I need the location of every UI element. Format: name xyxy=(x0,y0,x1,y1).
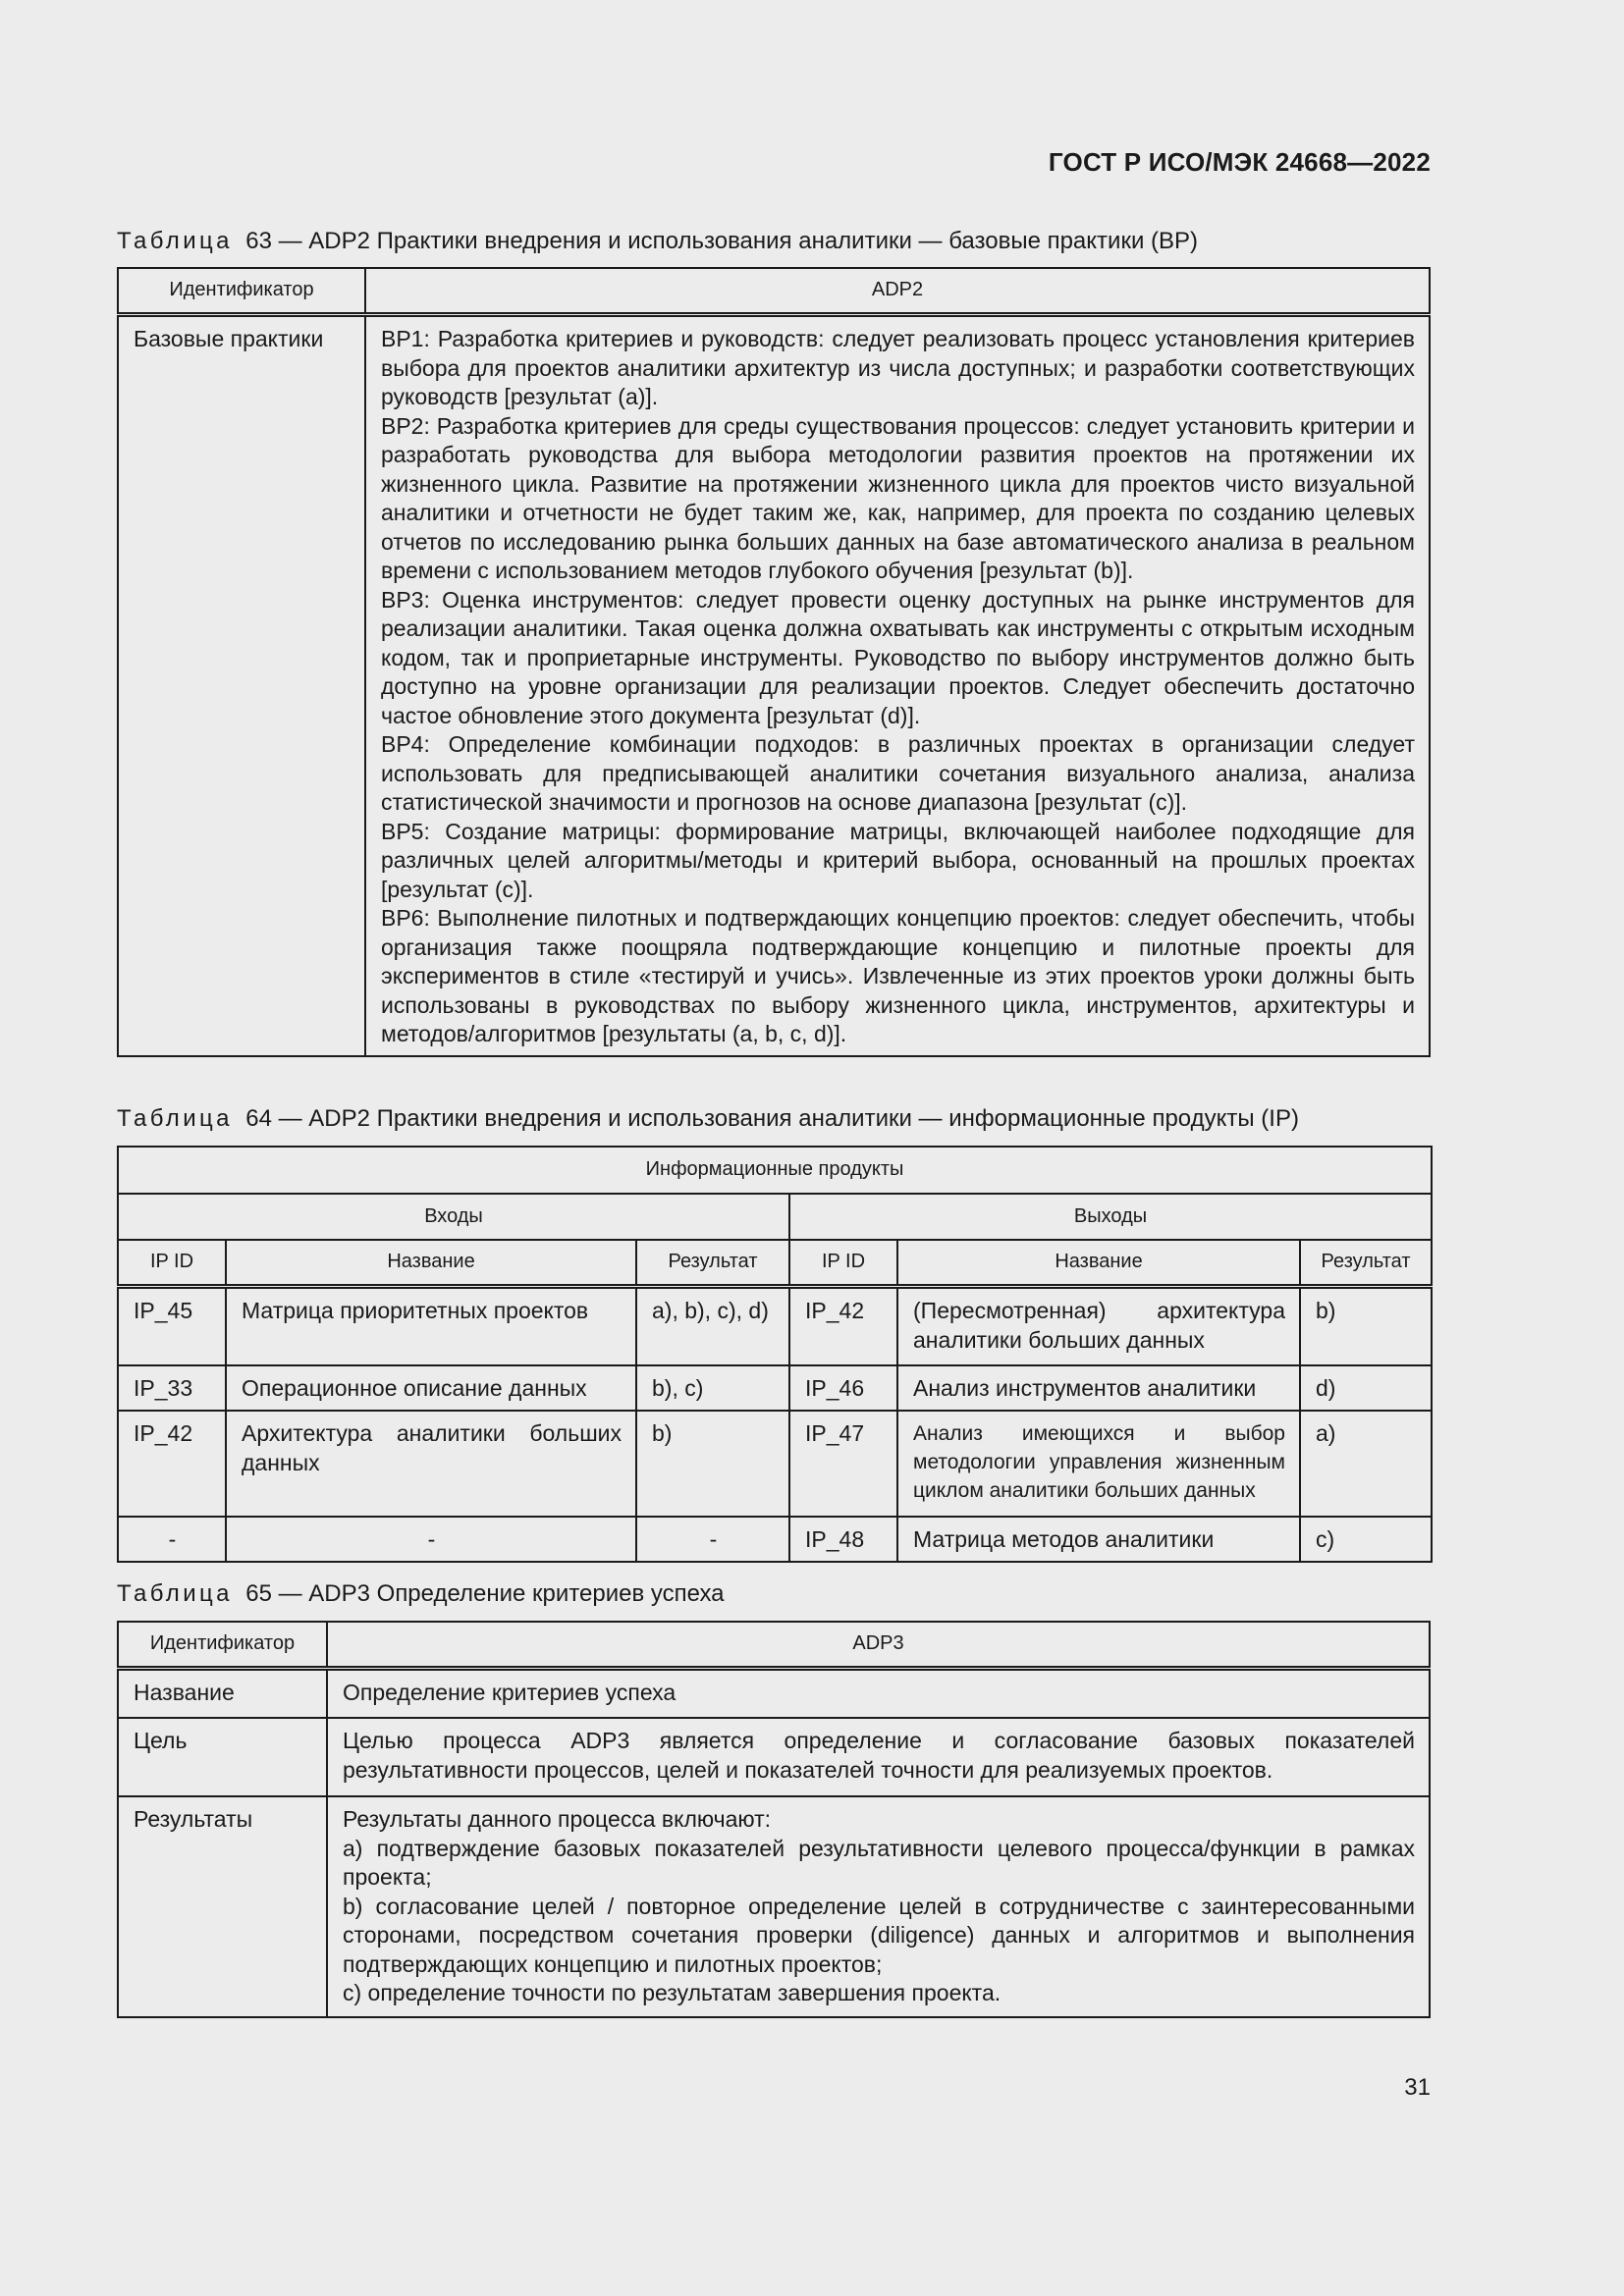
bp3: BP3: Оценка инструментов: следует провести оценку доступных на рынке инструментов для реализации аналитики. Такая оценка должна охватывать как инструменты с открытым исходным кодом, так и проприетарные инструменты. Руководство по выбору инструментов должно быть доступно на уровне организации для реализации проектов. Следует обеспечить достаточно частое обновление этого документа [результат (d)]. xyxy=(381,586,1415,728)
col-header-in-ipid: IP ID xyxy=(118,1240,226,1287)
info-products-header: Информационные продукты xyxy=(118,1147,1432,1194)
col-header-adp2: ADP2 xyxy=(365,268,1430,315)
name-value: Определение критериев успеха xyxy=(327,1669,1430,1719)
result-c: c) определение точности по результатам завершения проекта. xyxy=(343,1980,1001,2005)
in-ipid: - xyxy=(118,1517,226,1562)
bp6: BP6: Выполнение пилотных и подтверждающих концепцию проектов: следует обеспечить, чтобы организация также поощряла подтверждающие концепцию и пилотные проекты для экспериментов в стиле «тестируй и учись». Извлеченные из этих проектов уроки должны быть использованы в руководствах по выбору жизненного цикла, инструментов, архитектуры и методов/алгоритмов [результаты (a, b, c, d)]. xyxy=(381,905,1415,1046)
caption-text: 64 — ADP2 Практики внедрения и использования аналитики — информационные продукты (IP) xyxy=(245,1105,1299,1132)
out-name: (Пересмотренная) архитектура аналитики больших данных xyxy=(897,1287,1300,1366)
table-row xyxy=(118,1411,1432,1517)
out-name: Матрица методов аналитики xyxy=(897,1517,1300,1562)
outputs-header: Выходы xyxy=(789,1194,1432,1240)
bp1: BP1: Разработка критериев и руководств: следует реализовать процесс установления критериев выбора для проектов аналитики архитектур из числа доступных; и разработки соответствующих руководств [результат (a)]. xyxy=(381,326,1415,409)
table-row xyxy=(118,1365,1432,1411)
in-result: - xyxy=(636,1517,789,1562)
out-result: c) xyxy=(1300,1517,1432,1562)
row-label-goal: Цель xyxy=(118,1718,327,1796)
goal-value: Целью процесса ADP3 является определение и согласование базовых показателей результативности процессов, целей и показателей точности для реализуемых проектов. xyxy=(327,1718,1430,1796)
table-row xyxy=(118,1287,1432,1366)
table-65 xyxy=(117,1621,1431,2018)
bp2: BP2: Разработка критериев для среды существования процессов: следует установить критерии и разработать руководства для выбора методологии развития проектов на протяжении их жизненного цикла. Развитие на протяжении жизненного цикла для проектов чисто визуальной аналитики и отчетности не будет таким же, как, например, для проекта по созданию целевых отчетов по исследованию рынка больших данных на базе автоматического анализа в реальном времени с использованием методов глубокого обучения [результат (b)]. xyxy=(381,412,1415,583)
col-header-out-result: Результат xyxy=(1300,1240,1432,1287)
row-label-name: Название xyxy=(118,1669,327,1719)
col-header-identifier: Идентификатор xyxy=(118,1622,327,1669)
col-header-adp3: ADP3 xyxy=(327,1622,1430,1669)
table-65-caption xyxy=(117,1580,725,1608)
col-header-identifier: Идентификатор xyxy=(118,268,365,315)
table-63 xyxy=(117,267,1431,1057)
out-ipid: IP_46 xyxy=(789,1365,897,1411)
table-64 xyxy=(117,1146,1433,1563)
base-practices-cell xyxy=(365,315,1430,1056)
table-row xyxy=(118,1517,1432,1562)
col-header-out-name: Название xyxy=(897,1240,1300,1287)
in-name: - xyxy=(226,1517,636,1562)
table-63-caption xyxy=(117,228,1198,255)
out-result: a) xyxy=(1300,1411,1432,1517)
in-result: b) xyxy=(636,1411,789,1517)
col-header-in-result: Результат xyxy=(636,1240,789,1287)
row-label-results: Результаты xyxy=(118,1796,327,2017)
result-b: b) согласование целей / повторное определение целей в сотрудничестве с заинтересованными сторонами, посредством сочетания проверки (diligence) данных и алгоритмов и выполнения подтверждающих концепцию и пилотных проектов; xyxy=(343,1893,1415,1977)
caption-text: 65 — ADP3 Определение критериев успеха xyxy=(245,1580,725,1607)
out-name: Анализ имеющихся и выбор методологии управления жизненным циклом аналитики больших данных xyxy=(897,1411,1300,1517)
bp4: BP4: Определение комбинации подходов: в различных проектах в организации следует использовать для предписывающей аналитики сочетания визуального анализа, анализа статистической значимости и прогнозов на основе диапазона [результат (c)]. xyxy=(381,731,1415,815)
in-ipid: IP_45 xyxy=(118,1287,226,1366)
bp5: BP5: Создание матрицы: формирование матрицы, включающей наиболее подходящие для различных целей алгоритмы/методы и критерий выбора, основанный на прошлых проектах [результат (c)]. xyxy=(381,818,1415,902)
in-name: Архитектура аналитики больших данных xyxy=(226,1411,636,1517)
in-ipid: IP_42 xyxy=(118,1411,226,1517)
out-ipid: IP_42 xyxy=(789,1287,897,1366)
in-ipid: IP_33 xyxy=(118,1365,226,1411)
results-intro: Результаты данного процесса включают: xyxy=(343,1806,772,1832)
caption-word: Таблица xyxy=(117,1580,233,1607)
out-result: d) xyxy=(1300,1365,1432,1411)
result-a: a) подтверждение базовых показателей результативности целевого процесса/функции в рамках проекта; xyxy=(343,1835,1415,1890)
out-ipid: IP_48 xyxy=(789,1517,897,1562)
results-cell xyxy=(327,1796,1430,2017)
in-name: Операционное описание данных xyxy=(226,1365,636,1411)
col-header-out-ipid: IP ID xyxy=(789,1240,897,1287)
page-number: 31 xyxy=(1404,2074,1431,2101)
caption-text: 63 — ADP2 Практики внедрения и использования аналитики — базовые практики (BP) xyxy=(245,228,1199,254)
col-header-in-name: Название xyxy=(226,1240,636,1287)
out-name: Анализ инструментов аналитики xyxy=(897,1365,1300,1411)
table-64-caption xyxy=(117,1105,1299,1133)
out-result: b) xyxy=(1300,1287,1432,1366)
in-result: b), c) xyxy=(636,1365,789,1411)
in-result: a), b), c), d) xyxy=(636,1287,789,1366)
row-label-base-practices: Базовые практики xyxy=(118,315,365,1056)
in-name: Матрица приоритетных проектов xyxy=(226,1287,636,1366)
caption-word: Таблица xyxy=(117,228,233,254)
standard-header: ГОСТ Р ИСО/МЭК 24668—2022 xyxy=(1048,147,1431,177)
out-ipid: IP_47 xyxy=(789,1411,897,1517)
caption-word: Таблица xyxy=(117,1105,233,1132)
inputs-header: Входы xyxy=(118,1194,789,1240)
